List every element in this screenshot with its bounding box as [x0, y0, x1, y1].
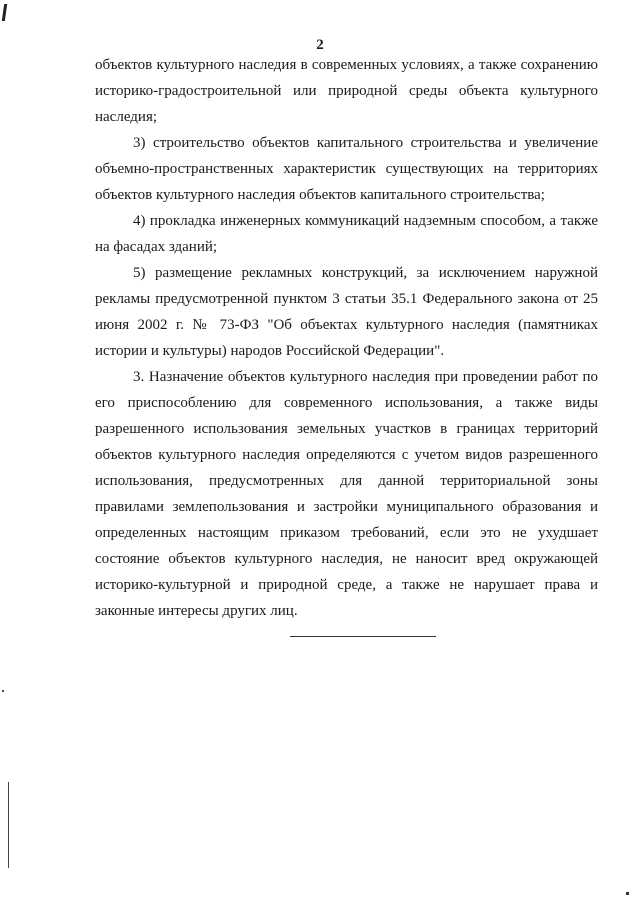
scan-artifact-dot-bottom: [626, 892, 629, 895]
paragraph-continuation: объектов культурного наследия в современных условиях, а также сохранению историко-градостроительной или природной среды объекта культурного наследия;: [95, 57, 598, 125]
paragraph-item-4: 4) прокладка инженерных коммуникаций надземным способом, а также на фасадах зданий;: [95, 213, 598, 255]
document-body: [95, 52, 598, 624]
scan-artifact-edge: [8, 782, 9, 868]
paragraph-clause-3: 3. Назначение объектов культурного наследия при проведении работ по его приспособлению для современного использования, а также виды разрешенного использования земельных участков в границах территорий объектов культурного наследия определяются с учетом видов разрешенного использования, предусмотренных для данной территориальной зоны правилами землепользования и застройки муниципального образования и определенных настоящим приказом требований, если это не ухудшает состояние объектов культурного наследия, не наносит вред окружающей историко-культурной и природной среде, а также не нарушает права и законные интересы других лиц.: [95, 369, 598, 619]
paragraph-item-5: 5) размещение рекламных конструкций, за исключением наружной рекламы предусмотренной пунктом 3 статьи 35.1 Федерального закона от 25 июня 2002 г. № 73-ФЗ "Об объектах культурного наследия (памятниках истории и культуры) народов Российской Федерации".: [95, 265, 598, 359]
scan-artifact-mark: [2, 4, 7, 21]
end-of-text-rule: [290, 636, 436, 637]
page-number: 2: [316, 37, 324, 53]
scan-artifact-dot: [2, 690, 4, 692]
paragraph-item-3: 3) строительство объектов капитального строительства и увеличение объемно-пространственных характеристик существующих на территориях объектов культурного наследия объектов капитального строительства;: [95, 135, 598, 203]
